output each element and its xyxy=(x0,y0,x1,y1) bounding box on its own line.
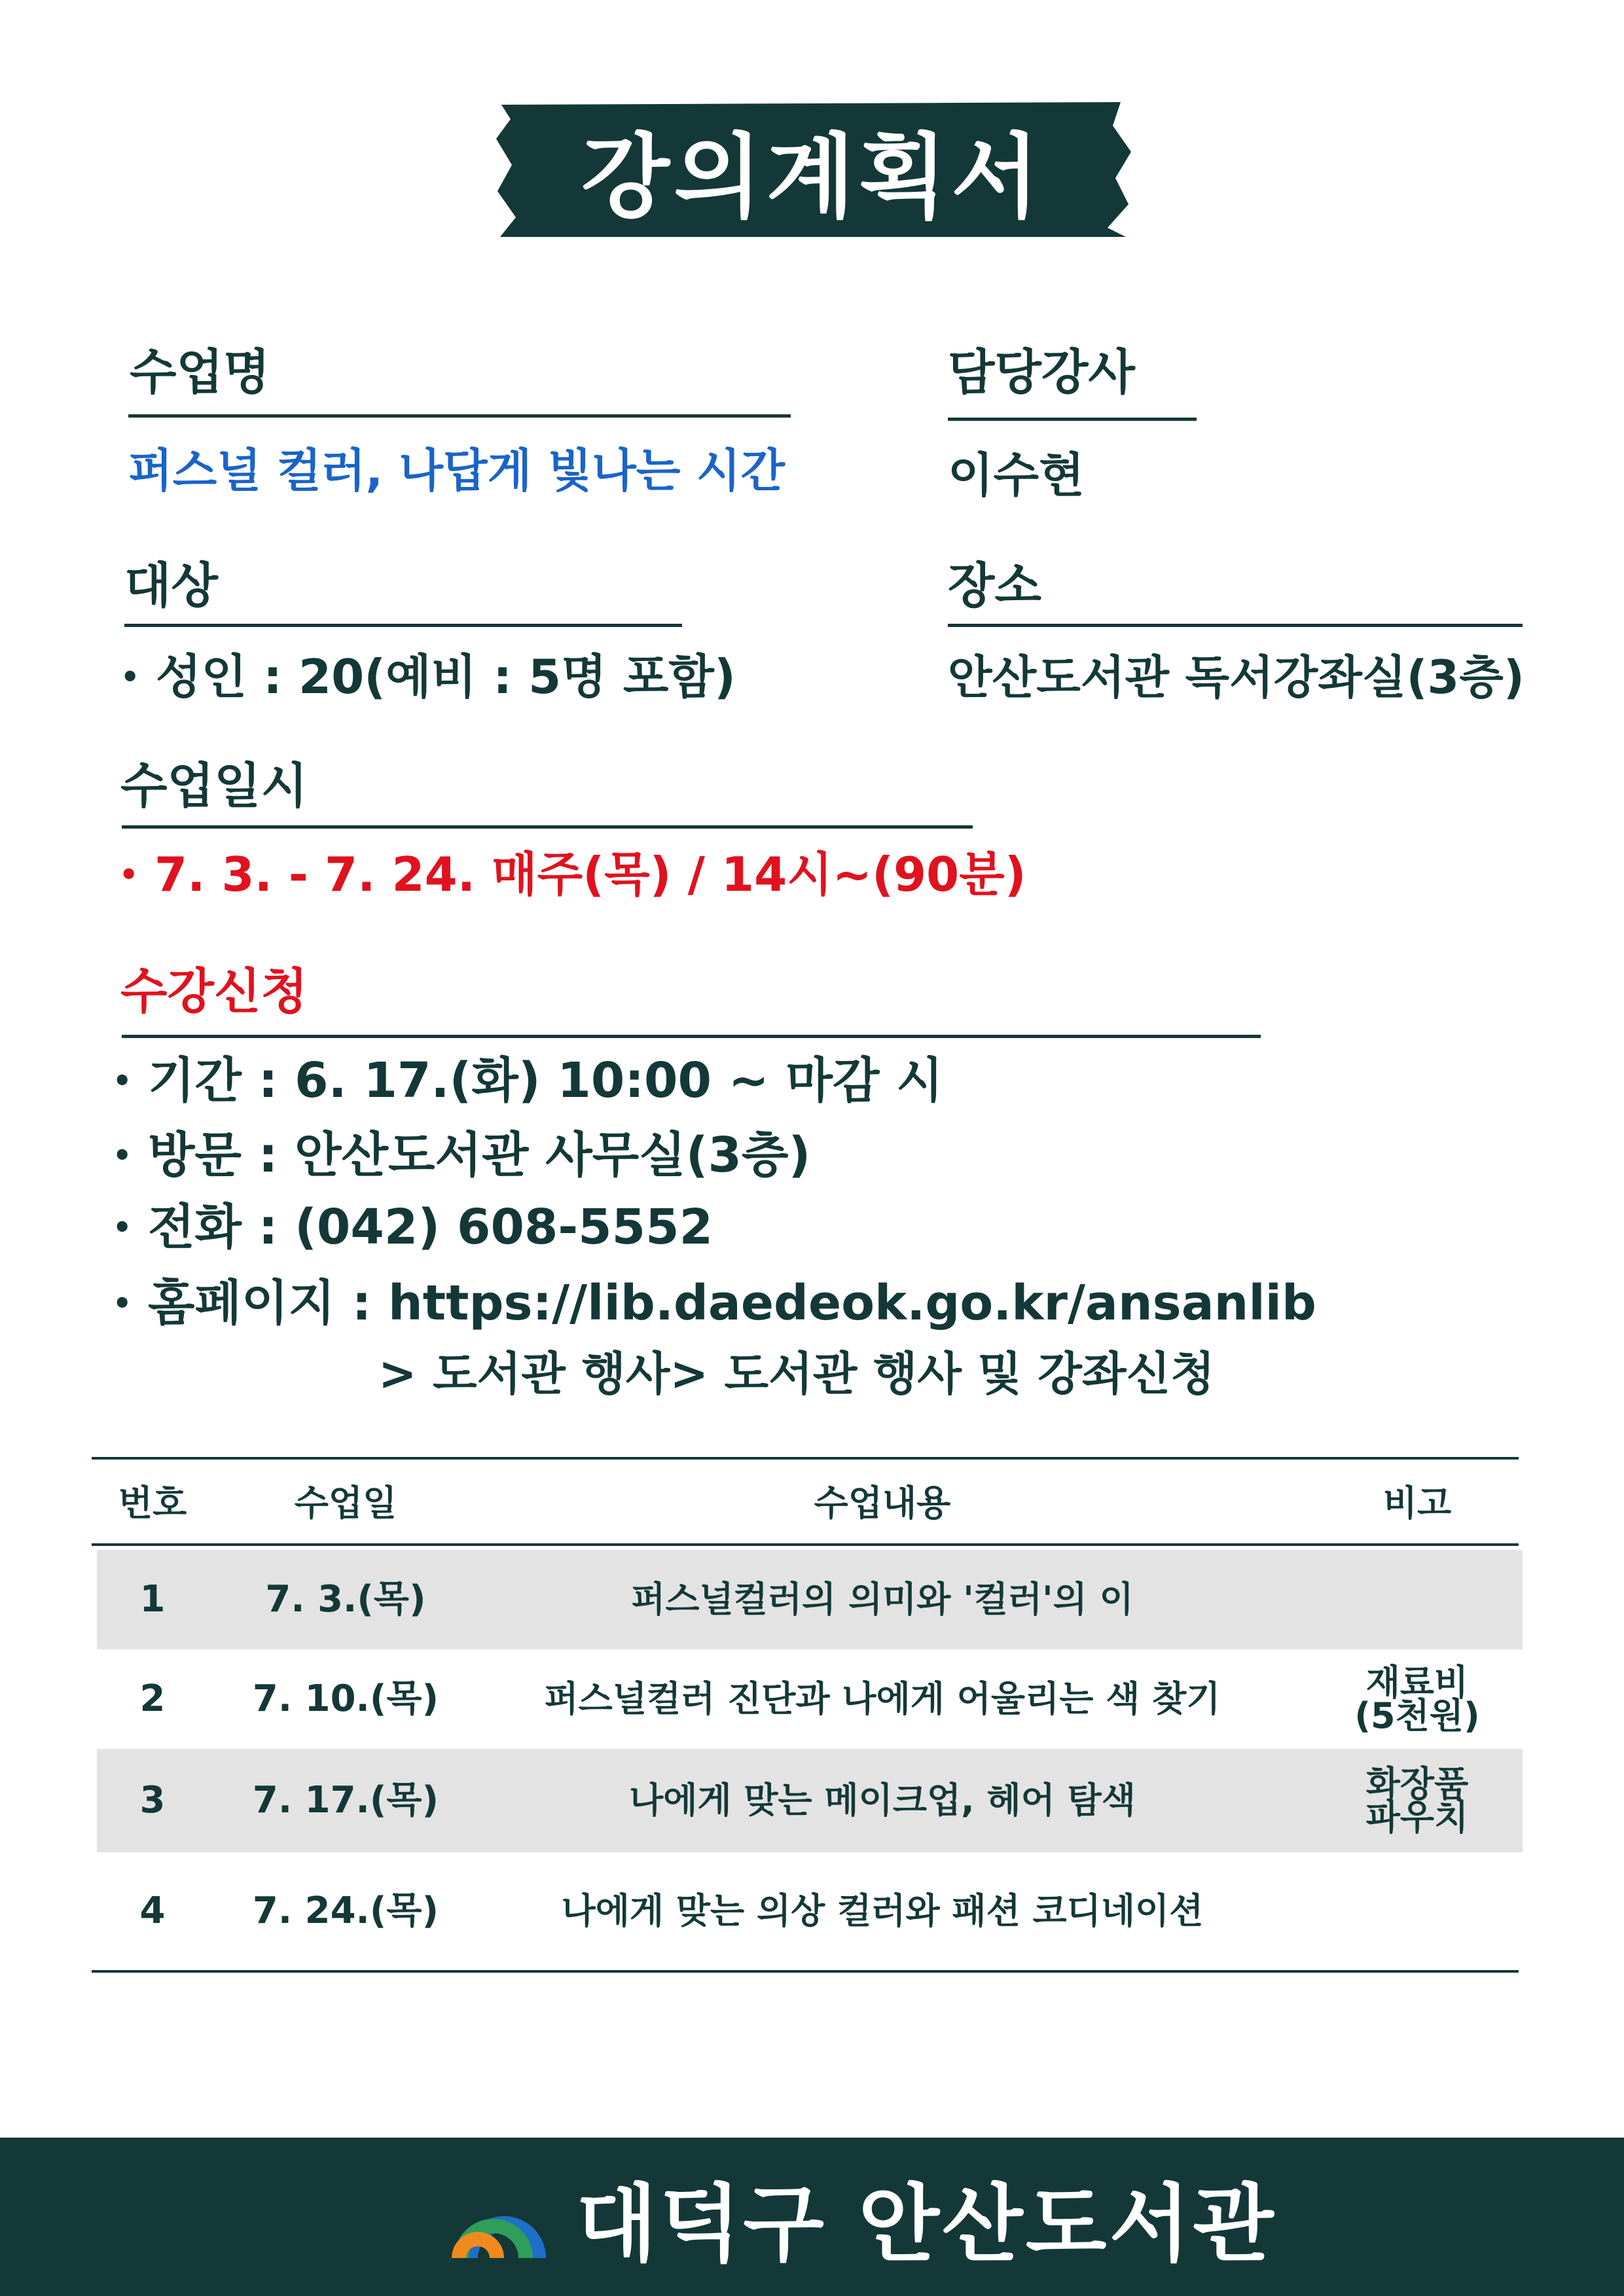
bullet-dot: • xyxy=(113,1285,132,1321)
schedule-divider xyxy=(122,825,973,829)
row-content: 나에게 맞는 의상 컬러와 패션 코디네이션 xyxy=(561,1890,1204,1931)
footer-bar xyxy=(0,2138,1624,2296)
row-content: 퍼스널컬러 진단과 나에게 어울리는 색 찾기 xyxy=(544,1677,1221,1719)
course-divider xyxy=(128,414,791,418)
bullet-dot: • xyxy=(120,659,140,694)
instructor-label: 담당강사 xyxy=(948,344,1135,401)
bullet-dot: • xyxy=(113,1063,132,1098)
target-divider xyxy=(124,624,682,627)
row-date: 7. 17.(목) xyxy=(252,1778,439,1821)
table-row xyxy=(97,1550,1523,1649)
row-content: 나에게 맞는 메이크업, 헤어 탐색 xyxy=(629,1779,1136,1821)
table-row xyxy=(97,1856,1523,1966)
schedule-label: 수업일시 xyxy=(120,758,308,814)
th-content: 수업내용 xyxy=(814,1482,951,1524)
row-number: 2 xyxy=(139,1677,166,1720)
homepage-path: > 도서관 행사> 도서관 행사 및 강좌신청 xyxy=(378,1347,1215,1401)
row-date: 7. 10.(목) xyxy=(252,1677,439,1720)
page-title: 강의계획서 xyxy=(581,124,1044,231)
registration-item xyxy=(113,1052,943,1109)
table-top-rule xyxy=(92,1457,1519,1460)
instructor-value: 이수현 xyxy=(948,448,1085,503)
th-date: 수업일 xyxy=(294,1482,397,1524)
schedule-item xyxy=(119,847,1026,902)
registration-phone: 전화 : (042) 608-5552 xyxy=(148,1199,713,1255)
row-number: 1 xyxy=(139,1577,166,1621)
course-label: 수업명 xyxy=(130,344,270,401)
registration-item xyxy=(113,1199,713,1255)
course-value: 퍼스널 컬러, 나답게 빛나는 시간 xyxy=(128,444,785,497)
bullet-dot: • xyxy=(113,1210,132,1245)
row-number: 3 xyxy=(139,1778,166,1821)
schedule-value: 7. 3. - 7. 24. 매주(목) / 14시~(90분) xyxy=(154,847,1026,902)
location-divider xyxy=(948,624,1523,627)
th-number: 번호 xyxy=(118,1482,187,1524)
table-row xyxy=(97,1749,1523,1852)
location-label: 장소 xyxy=(948,558,1041,614)
target-item xyxy=(120,649,736,704)
target-label: 대상 xyxy=(124,558,218,614)
registration-visit: 방문 : 안산도서관 사무실(3층) xyxy=(148,1127,811,1183)
registration-homepage[interactable]: 홈페이지 : https://lib.daedeok.go.kr/ansanlib xyxy=(148,1275,1317,1331)
row-note xyxy=(1335,1856,1499,1966)
library-logo-icon xyxy=(450,2181,562,2259)
registration-divider xyxy=(122,1035,1261,1038)
table-row xyxy=(97,1649,1523,1749)
row-date: 7. 24.(목) xyxy=(252,1889,439,1932)
row-note xyxy=(1335,1550,1499,1649)
row-note: 재료비 (5천원) xyxy=(1354,1661,1480,1736)
table-header-rule xyxy=(92,1543,1519,1546)
table-bottom-rule xyxy=(92,1970,1519,1973)
row-content: 퍼스널컬러의 의미와 '컬러'의 이 xyxy=(631,1578,1134,1620)
bullet-dot: • xyxy=(113,1138,132,1173)
row-note: 화장품 파우치 xyxy=(1365,1763,1469,1838)
registration-label: 수강신청 xyxy=(120,963,308,1020)
bullet-dot: • xyxy=(119,857,139,892)
th-note: 비고 xyxy=(1382,1482,1452,1524)
row-date: 7. 3.(목) xyxy=(265,1577,426,1621)
registration-period: 기간 : 6. 17.(화) 10:00 ~ 마감 시 xyxy=(148,1052,943,1109)
registration-item xyxy=(113,1127,811,1183)
footer-library-name: 대덕구 안산도서관 xyxy=(576,2176,1276,2273)
row-number: 4 xyxy=(139,1889,166,1932)
registration-item xyxy=(113,1275,1317,1331)
title-banner xyxy=(492,99,1132,240)
instructor-divider xyxy=(948,418,1197,421)
location-value: 안산도서관 독서강좌실(3층) xyxy=(948,651,1525,704)
target-value: 성인 : 20(예비 : 5명 포함) xyxy=(156,649,736,704)
